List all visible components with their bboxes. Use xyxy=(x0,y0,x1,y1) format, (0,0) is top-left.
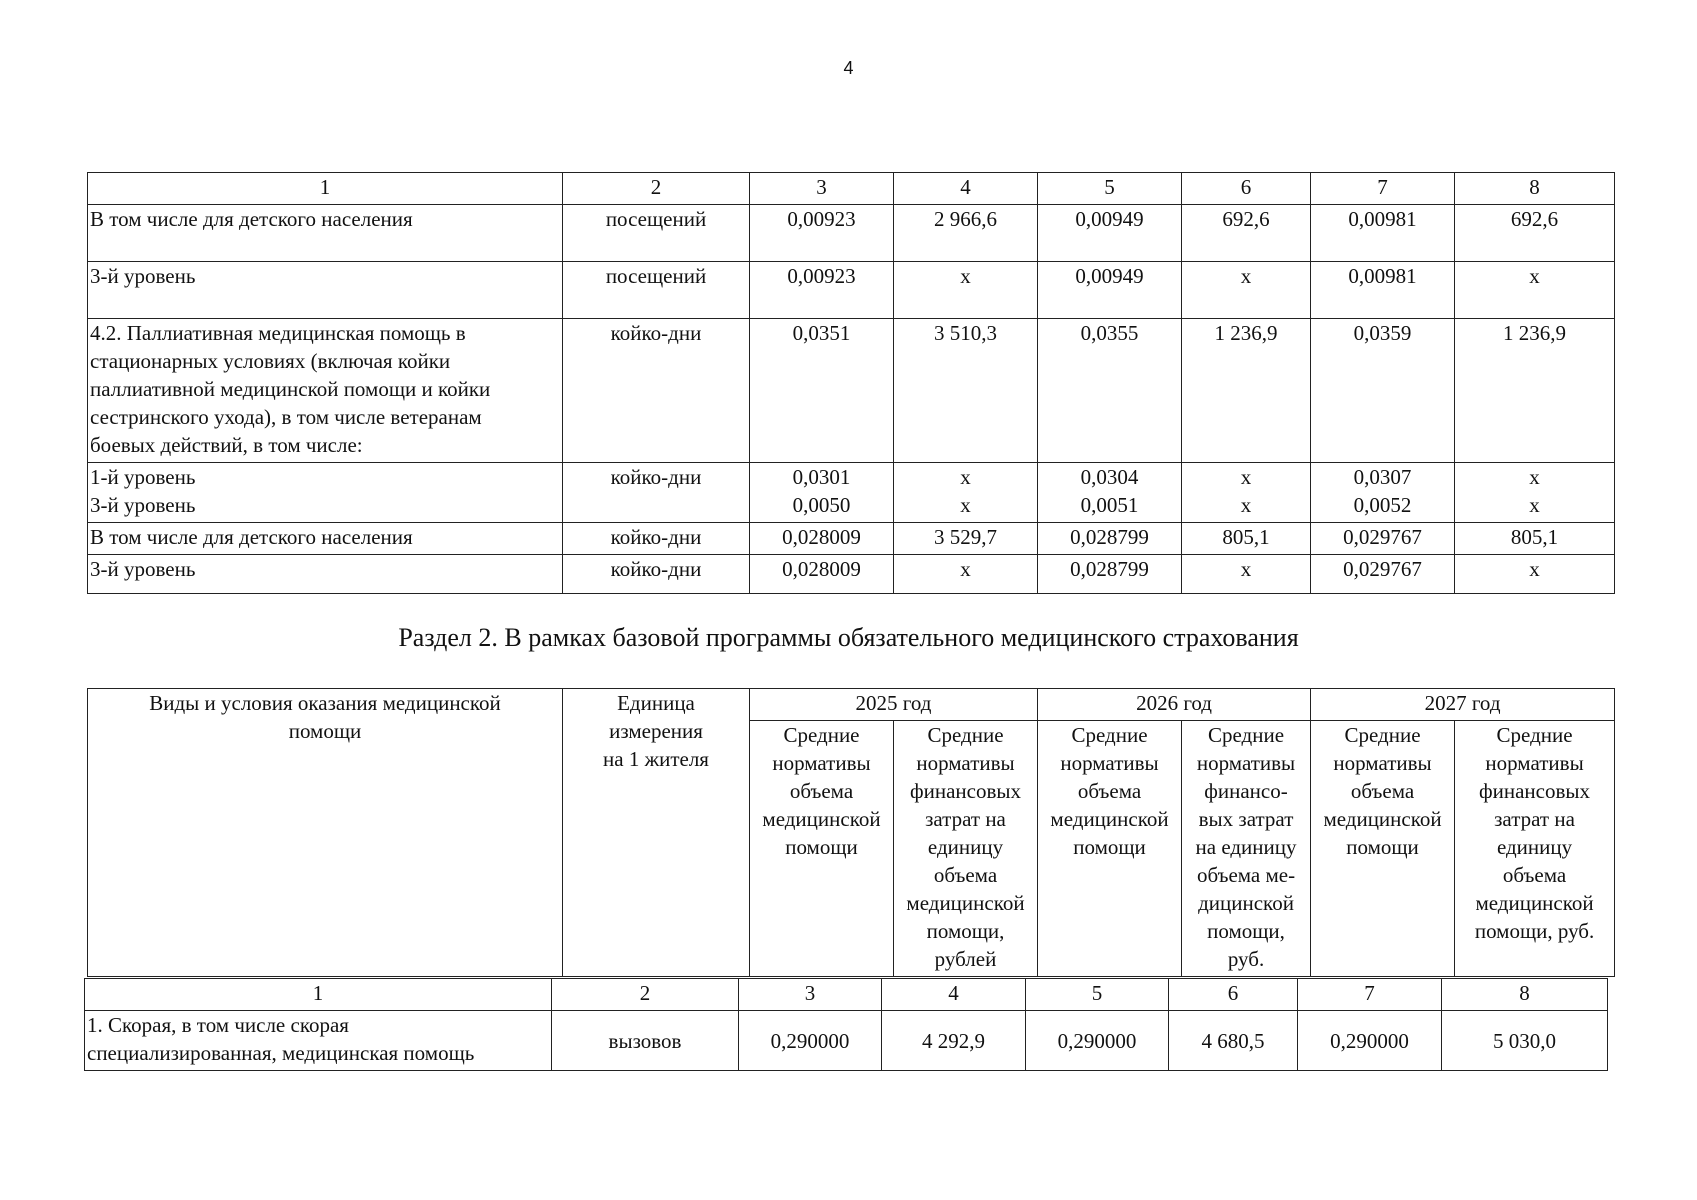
label-line: 1-й уровень xyxy=(90,465,196,489)
column-number-row xyxy=(88,173,1615,205)
label-line: паллиативной медицинской помощи и койки xyxy=(90,377,491,401)
value-line: х xyxy=(1529,493,1540,517)
header-line: нормативы xyxy=(1196,751,1296,775)
sub-header-volume xyxy=(750,721,894,977)
header-line: объема xyxy=(933,863,998,887)
header-line: Виды и условия оказания медицинской xyxy=(149,691,501,715)
value-cell xyxy=(1182,463,1311,523)
header-line: финансовых xyxy=(1479,779,1591,803)
col-number: 5 xyxy=(1026,979,1169,1011)
col-number: 3 xyxy=(750,173,894,205)
row-label: 3-й уровень xyxy=(88,262,563,319)
header-line: рублей xyxy=(934,947,997,971)
sub-header-volume xyxy=(1311,721,1455,977)
header-line: Средние xyxy=(927,723,1004,747)
section-title: Раздел 2. В рамках базовой программы обязательного медицинского страхования xyxy=(398,623,1299,652)
header-line: нормативы xyxy=(1485,751,1584,775)
table-row xyxy=(88,205,1615,262)
header-line: Единица xyxy=(617,691,695,715)
value-cell: 692,6 xyxy=(1455,205,1615,262)
value-line: х xyxy=(960,493,971,517)
header-line: медицинской xyxy=(1050,807,1169,831)
column-number-row xyxy=(85,979,1608,1011)
value-cell: х xyxy=(1455,262,1615,319)
header-line: нормативы xyxy=(916,751,1015,775)
header-line: Средние xyxy=(1344,723,1421,747)
value-line: 0,0307 xyxy=(1353,465,1412,489)
row-label: В том числе для детского населения xyxy=(88,205,563,262)
value-cell: х xyxy=(894,262,1038,319)
header-line: помощи xyxy=(1073,835,1146,859)
sub-header-cost xyxy=(894,721,1038,977)
row-label xyxy=(88,319,563,463)
label-line: специализированная, медицинская помощь xyxy=(87,1041,475,1065)
value-cell: 3 529,7 xyxy=(894,523,1038,555)
value-cell: х xyxy=(894,555,1038,594)
unit-cell: посещений xyxy=(563,262,750,319)
header-line: на 1 жителя xyxy=(603,747,709,771)
unit-cell: койко-дни xyxy=(563,523,750,555)
col-number: 7 xyxy=(1311,173,1455,205)
header-line: медицинской xyxy=(762,807,881,831)
header-line: объема ме- xyxy=(1196,863,1296,887)
table-section-2-header xyxy=(87,688,1615,977)
value-cell: 5 030,0 xyxy=(1442,1011,1608,1071)
value-cell xyxy=(1311,463,1455,523)
header-line: объема xyxy=(1077,779,1142,803)
value-line: х xyxy=(1240,493,1252,517)
header-line: помощи xyxy=(288,719,362,743)
header-line: помощи xyxy=(785,835,858,859)
value-cell: 0,00981 xyxy=(1311,262,1455,319)
header-unit xyxy=(563,689,750,977)
header-line: медицинской xyxy=(1475,891,1594,915)
header-line: Средние xyxy=(783,723,860,747)
header-line: помощи, xyxy=(926,919,1005,943)
value-cell: х xyxy=(1182,262,1311,319)
sub-header-cost xyxy=(1455,721,1615,977)
header-year-2026: 2026 год xyxy=(1038,689,1311,721)
value-cell: 0,00949 xyxy=(1038,205,1182,262)
header-line: Средние xyxy=(1496,723,1573,747)
value-cell: 0,028799 xyxy=(1038,523,1182,555)
header-year-2025: 2025 год xyxy=(750,689,1038,721)
value-line: 0,0052 xyxy=(1353,493,1412,517)
table-row xyxy=(88,262,1615,319)
unit-cell: посещений xyxy=(563,205,750,262)
header-line: объема xyxy=(789,779,854,803)
col-number: 7 xyxy=(1298,979,1442,1011)
value-line: 0,0050 xyxy=(792,493,851,517)
label-line: боевых действий, в том числе: xyxy=(90,433,363,457)
row-label: 3-й уровень xyxy=(88,555,563,594)
col-number: 8 xyxy=(1442,979,1608,1011)
value-cell: 0,0355 xyxy=(1038,319,1182,463)
row-label xyxy=(85,1011,552,1071)
header-line: нормативы xyxy=(1060,751,1159,775)
table-row xyxy=(88,319,1615,463)
header-line: Средние xyxy=(1208,723,1285,747)
header-line: финансовых xyxy=(910,779,1021,803)
header-line: помощи, xyxy=(1207,919,1285,943)
header-line: медицинской xyxy=(906,891,1025,915)
value-line: х xyxy=(1240,465,1252,489)
value-cell: 805,1 xyxy=(1182,523,1311,555)
table-row xyxy=(88,523,1615,555)
header-kind-of-care xyxy=(88,689,563,977)
header-line: объема xyxy=(1502,863,1567,887)
col-number: 6 xyxy=(1169,979,1298,1011)
value-cell: 0,0359 xyxy=(1311,319,1455,463)
year-header-row xyxy=(88,689,1615,721)
header-line: дицинской xyxy=(1198,891,1294,915)
value-cell: 0,00949 xyxy=(1038,262,1182,319)
value-cell: 0,028009 xyxy=(750,523,894,555)
value-cell xyxy=(1455,463,1615,523)
value-cell: 1 236,9 xyxy=(1182,319,1311,463)
value-cell: 4 680,5 xyxy=(1169,1011,1298,1071)
label-line: 3-й уровень xyxy=(90,493,196,517)
value-cell: 0,00981 xyxy=(1311,205,1455,262)
col-number: 8 xyxy=(1455,173,1615,205)
value-line: 0,0051 xyxy=(1080,493,1139,517)
header-line: помощи xyxy=(1346,835,1419,859)
label-line: сестринского ухода), в том числе ветеранам xyxy=(90,405,482,429)
header-year-2027: 2027 год xyxy=(1311,689,1615,721)
table-section-2-body xyxy=(84,978,1608,1071)
header-line: затрат на xyxy=(925,807,1006,831)
value-cell: 0,290000 xyxy=(739,1011,882,1071)
value-cell: 1 236,9 xyxy=(1455,319,1615,463)
header-line: измерения xyxy=(609,719,703,743)
value-cell: 3 510,3 xyxy=(894,319,1038,463)
header-line: нормативы xyxy=(1333,751,1432,775)
page-number: 4 xyxy=(843,58,854,78)
value-line: 0,0301 xyxy=(792,465,851,489)
header-line: затрат на xyxy=(1494,807,1575,831)
header-line: руб. xyxy=(1227,947,1265,971)
row-label: В том числе для детского населения xyxy=(88,523,563,555)
value-cell: 2 966,6 xyxy=(894,205,1038,262)
header-line: медицинской xyxy=(1323,807,1442,831)
col-number: 2 xyxy=(552,979,739,1011)
value-cell: 0,028009 xyxy=(750,555,894,594)
unit-cell: вызовов xyxy=(552,1011,739,1071)
label-line: 4.2. Паллиативная медицинская помощь в xyxy=(90,321,466,345)
header-line: единицу xyxy=(1496,835,1573,859)
col-number: 5 xyxy=(1038,173,1182,205)
value-cell: 0,0351 xyxy=(750,319,894,463)
row-label xyxy=(88,463,563,523)
header-line: финансо- xyxy=(1204,779,1288,803)
value-cell: 0,290000 xyxy=(1298,1011,1442,1071)
header-line: объема xyxy=(1350,779,1415,803)
unit-cell: койко-дни xyxy=(563,319,750,463)
label-line: 1. Скорая, в том числе скорая xyxy=(87,1013,349,1037)
sub-header-cost xyxy=(1182,721,1311,977)
value-line: х xyxy=(960,465,971,489)
col-number: 1 xyxy=(88,173,563,205)
col-number: 4 xyxy=(894,173,1038,205)
header-line: нормативы xyxy=(772,751,871,775)
value-cell: 692,6 xyxy=(1182,205,1311,262)
value-cell: 0,290000 xyxy=(1026,1011,1169,1071)
col-number: 2 xyxy=(563,173,750,205)
value-line: х xyxy=(1529,465,1540,489)
value-cell: 4 292,9 xyxy=(882,1011,1026,1071)
value-cell xyxy=(1038,463,1182,523)
value-cell: х xyxy=(1182,555,1311,594)
value-cell: 0,029767 xyxy=(1311,555,1455,594)
header-line: помощи, руб. xyxy=(1474,919,1595,943)
header-line: вых затрат xyxy=(1198,807,1294,831)
value-cell xyxy=(750,463,894,523)
col-number: 6 xyxy=(1182,173,1311,205)
header-line: на единицу xyxy=(1195,835,1297,859)
value-cell: 0,028799 xyxy=(1038,555,1182,594)
value-cell: 0,00923 xyxy=(750,205,894,262)
header-line: Средние xyxy=(1071,723,1148,747)
value-line: 0,0304 xyxy=(1080,465,1139,489)
col-number: 4 xyxy=(882,979,1026,1011)
table-row xyxy=(85,1011,1608,1071)
unit-cell: койко-дни xyxy=(563,463,750,523)
col-number: 1 xyxy=(85,979,552,1011)
label-line: стационарных условиях (включая койки xyxy=(90,349,451,373)
table-row xyxy=(88,463,1615,523)
table-section-1-continued xyxy=(87,172,1615,594)
unit-cell: койко-дни xyxy=(563,555,750,594)
value-cell: 805,1 xyxy=(1455,523,1615,555)
col-number: 3 xyxy=(739,979,882,1011)
value-cell: 0,00923 xyxy=(750,262,894,319)
value-cell: х xyxy=(1455,555,1615,594)
value-cell xyxy=(894,463,1038,523)
header-line: единицу xyxy=(927,835,1004,859)
sub-header-volume xyxy=(1038,721,1182,977)
table-row xyxy=(88,555,1615,594)
value-cell: 0,029767 xyxy=(1311,523,1455,555)
